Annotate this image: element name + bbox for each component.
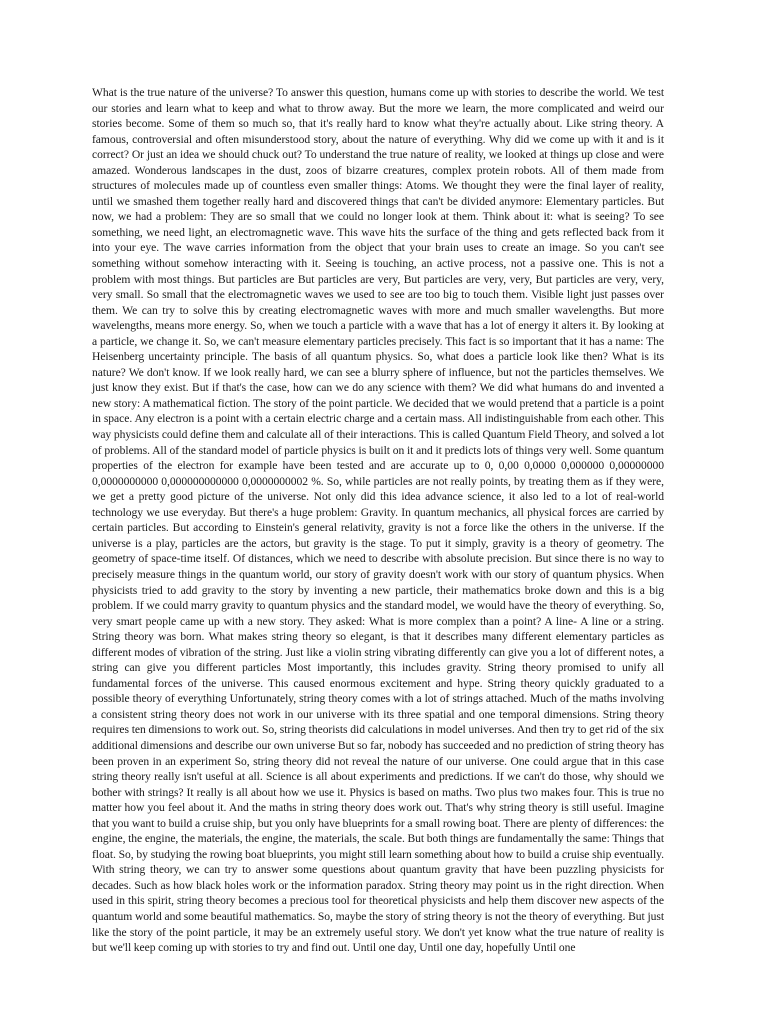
document-body-text: What is the true nature of the universe? To answer this question, humans come up with stories to describe the world. We test our stories and learn what to keep and what to throw away. But the more we learn, the more complicated and weird our stories become. Some of them so much so, that it's really hard to know what they're actually about. Like string theory. A famous, controversial and often misunderstood story, about the nature of everything. Why did we come up with it and is it correct? Or just an idea we should chuck out? To understand the true nature of reality, we looked at things up close and were amazed. Wonderous landscapes in the dust, zoos of bizarre creatures, complex protein robots. All of them made from structures of molecules made up of countless even smaller things: Atoms. We thought they were the final layer of reality, until we smashed them together really hard and discovered things that can't be divided anymore: Elementary particles. But now, we had a problem: They are so small that we could no longer look at them. Think about it: what is seeing? To see something, we need light, an electromagnetic wave. This wave hits the surface of the thing and gets reflected back from it into your eye. The wave carries information from the object that your brain uses to create an image. So you can't see something without somehow interacting with it. Seeing is touching, an active process, not a passive one. This is not a problem with most things. But particles are But particles are very, But particles are very, very, But particles are very, very, very small. So small that the electromagnetic waves we used to see are too big to touch them. Visible light just passes over them. We can try to solve this by creating electromagnetic waves with more and much smaller wavelengths. But more wavelengths, means more energy. So, when we touch a particle with a wave that has a lot of energy it alters it. By looking at a particle, we change it. So, we can't measure elementary particles precisely. This fact is so important that it has a name: The Heisenberg uncertainty principle. The basis of all quantum physics. So, what does a particle look like then? What is its nature? We don't know. If we look really hard, we can see a blurry sphere of influence, but not the particles themselves. We just know they exist. But if that's the case, how can we do any science with them? We did what humans do and invented a new story: A mathematical fiction. The story of the point particle. We decided that we would pretend that a particle is a point in space. Any electron is a point with a certain electric charge and a certain mass. All indistinguishable from each other. This way physicists could define them and calculate all of their interactions. This is called Quantum Field Theory, and solved a lot of problems. All of the standard model of particle physics is built on it and it predicts lots of things very well. Some quantum properties of the electron for example have been tested and are accurate up to 0, 0,00 0,0000 0,000000 0,00000000 0,0000000000 0,000000000000 0,0000000002 %. So, while particles are not really points, by treating them as if they were, we get a pretty good picture of the universe. Not only did this idea advance science, it also led to a lot of real-world technology we use everyday. But there's a huge problem: Gravity. In quantum mechanics, all physical forces are carried by certain particles. But according to Einstein's general relativity, gravity is not a force like the others in the universe. If the universe is a play, particles are the actors, but gravity is the stage. To put it simply, gravity is a theory of geometry. The geometry of space-time itself. Of distances, which we need to describe with absolute precision. But since there is no way to precisely measure things in the quantum world, our story of gravity doesn't work with our story of quantum physics. When physicists tried to add gravity to the story by inventing a new particle, their mathematics broke down and this is a big problem. If we could marry gravity to quantum physics and the standard model, we would have the theory of everything. So, very smart people came up with a new story. They asked: What is more complex than a point? A line- A line or a string. String theory was born. What makes string theory so elegant, is that it describes many different elementary particles as different modes of vibration of the string. Just like a violin string vibrating differently can give you a lot of different notes, a string can give you different particles Most importantly, this includes gravity. String theory promised to unify all fundamental forces of the universe. This caused enormous excitement and hype. String theory quickly graduated to a possible theory of everything Unfortunately, string theory comes with a lot of strings attached. Much of the maths involving a consistent string theory does not work in our universe with its three spatial and one temporal dimensions. String theory requires ten dimensions to work out. So, string theorists did calculations in model universes. And then try to get rid of the six additional dimensions and describe our own universe But so far, nobody has succeeded and no prediction of string theory has been proven in an experiment So, string theory did not reveal the nature of our universe. One could argue that in this case string theory really isn't useful at all. Science is all about experiments and predictions. If we can't do those, why should we bother with strings? It really is all about how we use it. Physics is based on maths. Two plus two makes four. This is true no matter how you feel about it. And the maths in string theory does work out. That's why string theory is still useful. Imagine that you want to build a cruise ship, but you only have blueprints for a small rowing boat. There are plenty of differences: the engine, the engine, the materials, the engine, the materials, the scale. But both things are fundamentally the same: Things that float. So, by studying the rowing boat blueprints, you might still learn something about how to build a cruise ship eventually. With string theory, we can try to answer some questions about quantum gravity that have been puzzling physicists for decades. Such as how black holes work or the information paradox. String theory may point us in the right direction. When used in this spirit, string theory becomes a precious tool for theoretical physicists and help them discover new aspects of the quantum world and some beautiful mathematics. So, maybe the story of string theory is not the theory of everything. But just like the story of the point particle, it may be an extremely useful story. We don't yet know what the true nature of reality is but we'll keep coming up with stories to try and find out. Until one day, Until one day, hopefully Until one [92,86,664,955]
